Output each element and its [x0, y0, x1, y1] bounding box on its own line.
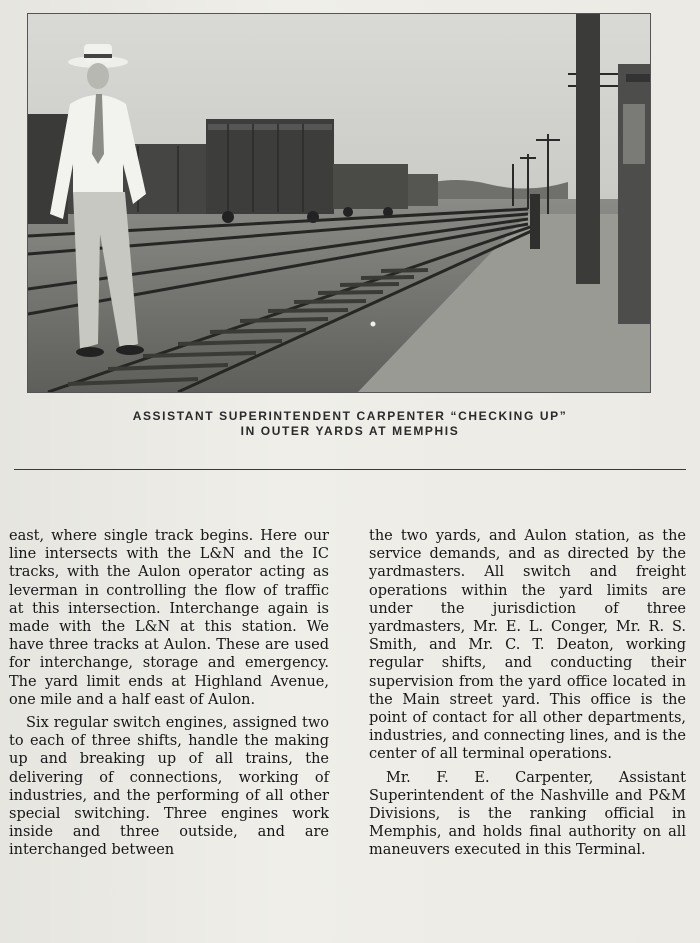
article-paragraph: Six regular switch engines, assigned two to each of three shifts, handle the making up and breaking up of all trains, the delivering of connections, working of industries, and the performing of all other special switching. Three engines work inside and three outside, and are interchanged between	[9, 715, 329, 859]
section-divider	[14, 469, 686, 470]
rail-yard-photograph	[28, 14, 650, 392]
photo-caption	[90, 409, 610, 439]
article-paragraph: east, where single track begins. Here our line intersects with the L&N and the IC tracks, with the Aulon operator acting as leverman in controlling the flow of traffic at this intersection. Interchange again is made with the L&N at this station. We have three tracks at Aulon. These are used for interchange, storage and emergency. The yard limit ends at Highland Avenue, one mile and a half east of Aulon.	[9, 528, 329, 708]
caption-line-1: ASSISTANT SUPERINTENDENT CARPENTER “CHECKING UP”	[132, 409, 568, 423]
photo-illustration	[28, 14, 650, 392]
article-column-left	[9, 527, 329, 865]
caption-line-2: IN OUTER YARDS AT MEMPHIS	[240, 424, 460, 438]
article-column-right	[369, 527, 686, 865]
article-paragraph: Mr. F. E. Carpenter, Assistant Superintendent of the Nashville and P&M Divisions, is the ranking official in Memphis, and holds final authority on all maneuvers executed in this Terminal.	[369, 769, 686, 859]
article-paragraph: the two yards, and Aulon station, as the service demands, and as directed by the yardmasters. All switch and freight operations within the yard limits are under the jurisdiction of three yardmasters, Mr. E. L. Conger, Mr. R. S. Smith, and Mr. C. T. Deaton, working regular shifts, and conducting their supervision from the yard office located in the Main street yard. This office is the point of contact for all other departments, industries, and connecting lines, and is the center of all terminal operations.	[369, 528, 686, 763]
